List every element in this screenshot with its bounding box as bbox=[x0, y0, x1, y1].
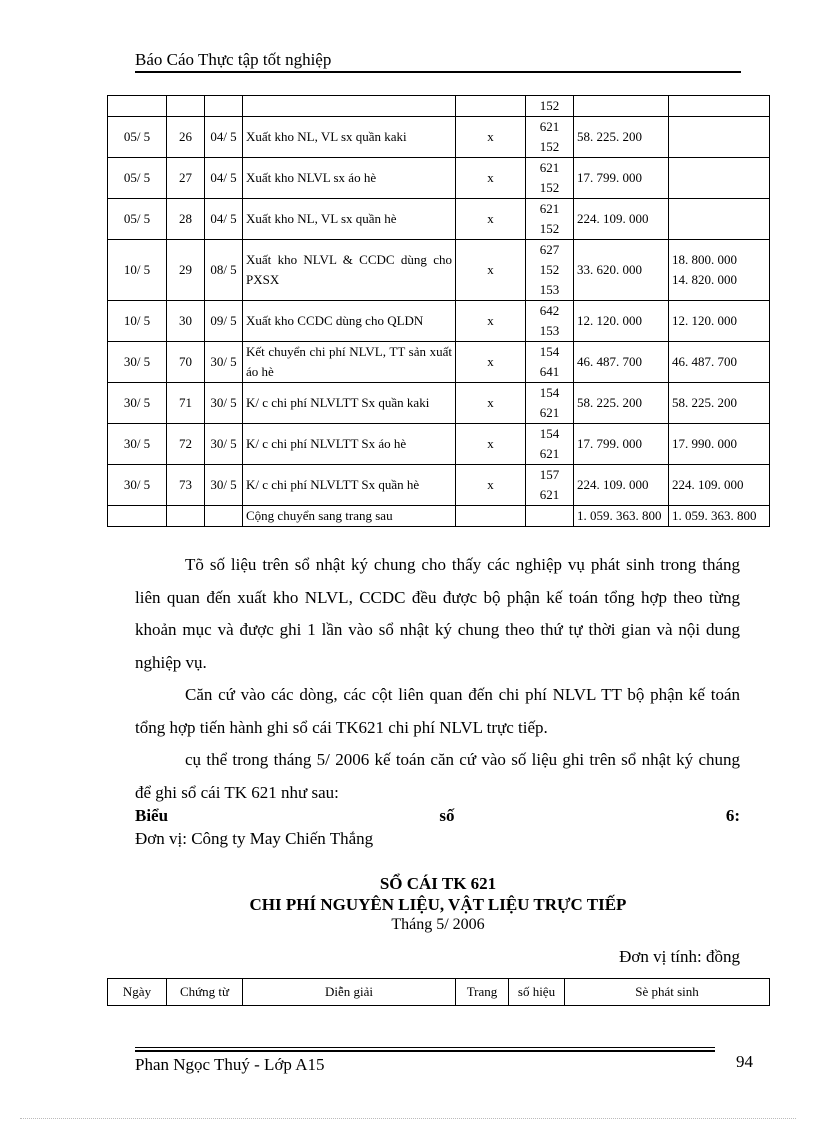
posted-mark bbox=[456, 506, 526, 527]
table-row bbox=[108, 506, 770, 527]
entry-date bbox=[108, 96, 167, 117]
organization-unit: Đơn vị: Công ty May Chiến Thắng bbox=[135, 829, 374, 848]
ledger-title bbox=[0, 873, 816, 915]
voucher-date: 30/ 5 bbox=[205, 424, 243, 465]
account-code bbox=[526, 158, 574, 199]
debit-amount: 58. 225. 200 bbox=[574, 383, 669, 424]
column-header: Trang bbox=[456, 979, 509, 1006]
entry-date: 30/ 5 bbox=[108, 342, 167, 383]
voucher-date: 30/ 5 bbox=[205, 383, 243, 424]
account-number: 154 bbox=[539, 426, 560, 441]
paragraph: cụ thể trong tháng 5/ 2006 kế toán căn cứ vào số liệu ghi trên sổ nhật ký chung để ghi sổ cái TK 621 như sau: bbox=[135, 750, 740, 802]
debit-amount: 1. 059. 363. 800 bbox=[574, 506, 669, 527]
account-code bbox=[526, 96, 574, 117]
voucher-number: 29 bbox=[167, 240, 205, 301]
credit-amount bbox=[669, 158, 770, 199]
account-code bbox=[526, 424, 574, 465]
footer-rule bbox=[135, 1050, 715, 1052]
credit-amount: 1. 059. 363. 800 bbox=[669, 506, 770, 527]
column-header: Sè phát sinh bbox=[565, 979, 770, 1006]
posted-mark: x bbox=[456, 424, 526, 465]
table-row bbox=[108, 301, 770, 342]
credit-amount: 18. 800. 000 14. 820. 000 bbox=[669, 240, 770, 301]
page-edge bbox=[20, 1118, 796, 1119]
voucher-date bbox=[205, 96, 243, 117]
paragraph: Căn cứ vào các dòng, các cột liên quan đến chi phí NLVL TT bộ phận kế toán tổng hợp tiến hành ghi sổ cái TK621 chi phí NLVL trực tiếp. bbox=[135, 685, 740, 737]
posted-mark: x bbox=[456, 240, 526, 301]
voucher-number: 28 bbox=[167, 199, 205, 240]
entry-date: 05/ 5 bbox=[108, 117, 167, 158]
column-header: số hiệu bbox=[509, 979, 565, 1006]
description: Cộng chuyển sang trang sau bbox=[243, 506, 456, 527]
ledger-header-row bbox=[108, 979, 770, 1006]
description: Xuất kho NLVL sx áo hè bbox=[243, 158, 456, 199]
debit-amount: 224. 109. 000 bbox=[574, 465, 669, 506]
page-header-title: Báo Cáo Thực tập tốt nghiệp bbox=[135, 50, 332, 69]
debit-amount: 12. 120. 000 bbox=[574, 301, 669, 342]
credit-amount: 46. 487. 700 bbox=[669, 342, 770, 383]
account-number: 153 bbox=[539, 323, 560, 338]
account-number: 152 bbox=[539, 98, 560, 113]
account-number: 152 bbox=[539, 180, 560, 195]
account-code bbox=[526, 117, 574, 158]
exhibit-label bbox=[135, 806, 740, 826]
debit-amount: 17. 799. 000 bbox=[574, 424, 669, 465]
description: Kết chuyển chi phí NLVL, TT sản xuất áo hè bbox=[243, 342, 456, 383]
table-row bbox=[108, 424, 770, 465]
debit-amount: 33. 620. 000 bbox=[574, 240, 669, 301]
voucher-date: 30/ 5 bbox=[205, 465, 243, 506]
account-code bbox=[526, 240, 574, 301]
posted-mark: x bbox=[456, 342, 526, 383]
credit-amount bbox=[669, 199, 770, 240]
column-header: Chứng từ bbox=[167, 979, 243, 1006]
description: K/ c chi phí NLVLTT Sx quần hè bbox=[243, 465, 456, 506]
voucher-date: 30/ 5 bbox=[205, 342, 243, 383]
debit-amount: 58. 225. 200 bbox=[574, 117, 669, 158]
account-number: 152 bbox=[539, 139, 560, 154]
credit-amount: 12. 120. 000 bbox=[669, 301, 770, 342]
voucher-date: 08/ 5 bbox=[205, 240, 243, 301]
paragraph: Tõ số liệu trên sổ nhật ký chung cho thấy các nghiệp vụ phát sinh trong tháng liên quan đến xuất kho NLVL, CCDC đều được bộ phận kế toán tổng hợp theo từng khoản mục và được ghi 1 lần vào sổ nhật ký chung theo thứ tự thời gian và nội dung nghiệp vụ. bbox=[135, 555, 740, 672]
description: Xuất kho NL, VL sx quần hè bbox=[243, 199, 456, 240]
header-rule bbox=[135, 71, 741, 73]
account-code bbox=[526, 301, 574, 342]
account-code bbox=[526, 383, 574, 424]
table-row bbox=[108, 199, 770, 240]
page-number: 94 bbox=[736, 1052, 753, 1071]
voucher-date: 04/ 5 bbox=[205, 117, 243, 158]
debit-amount: 46. 487. 700 bbox=[574, 342, 669, 383]
credit-amount: 224. 109. 000 bbox=[669, 465, 770, 506]
exhibit-word: Biểu bbox=[135, 806, 169, 825]
account-number: 621 bbox=[539, 119, 560, 134]
voucher-date: 09/ 5 bbox=[205, 301, 243, 342]
credit-amount bbox=[669, 96, 770, 117]
table-row bbox=[108, 117, 770, 158]
account-number: 157 bbox=[539, 467, 560, 482]
journal-table bbox=[107, 95, 770, 527]
entry-date: 30/ 5 bbox=[108, 383, 167, 424]
account-number: 621 bbox=[539, 201, 560, 216]
credit-amount: 17. 990. 000 bbox=[669, 424, 770, 465]
account-number: 153 bbox=[539, 282, 560, 297]
account-code bbox=[526, 465, 574, 506]
account-code bbox=[526, 199, 574, 240]
entry-date: 05/ 5 bbox=[108, 158, 167, 199]
credit-amount: 58. 225. 200 bbox=[669, 383, 770, 424]
currency-unit: Đơn vị tính: đồng bbox=[619, 947, 740, 966]
posted-mark: x bbox=[456, 383, 526, 424]
footer-rule bbox=[135, 1047, 715, 1048]
entry-date: 30/ 5 bbox=[108, 465, 167, 506]
voucher-number: 73 bbox=[167, 465, 205, 506]
ledger-header-table bbox=[107, 978, 770, 1006]
account-number: 627 bbox=[539, 242, 560, 257]
ledger-month: Tháng 5/ 2006 bbox=[391, 916, 485, 933]
account-number: 152 bbox=[539, 221, 560, 236]
account-number: 621 bbox=[539, 405, 560, 420]
posted-mark: x bbox=[456, 301, 526, 342]
voucher-number: 71 bbox=[167, 383, 205, 424]
posted-mark: x bbox=[456, 158, 526, 199]
account-number: 154 bbox=[539, 344, 560, 359]
account-number: 621 bbox=[539, 487, 560, 502]
account-number: 154 bbox=[539, 385, 560, 400]
debit-amount: 224. 109. 000 bbox=[574, 199, 669, 240]
voucher-date bbox=[205, 506, 243, 527]
voucher-number bbox=[167, 506, 205, 527]
account-number: 642 bbox=[539, 303, 560, 318]
account-number: 641 bbox=[539, 364, 560, 379]
debit-amount: 17. 799. 000 bbox=[574, 158, 669, 199]
table-row bbox=[108, 158, 770, 199]
account-number: 152 bbox=[539, 262, 560, 277]
posted-mark: x bbox=[456, 117, 526, 158]
column-header: Ngày bbox=[108, 979, 167, 1006]
body-text bbox=[135, 549, 740, 809]
ledger-title-line2: CHI PHÍ NGUYÊN LIỆU, VẬT LIỆU TRỰC TIẾP bbox=[249, 895, 627, 914]
account-number: 621 bbox=[539, 446, 560, 461]
description bbox=[243, 96, 456, 117]
table-row bbox=[108, 342, 770, 383]
exhibit-number-word: số bbox=[439, 806, 455, 825]
description: Xuất kho NL, VL sx quần kaki bbox=[243, 117, 456, 158]
description: Xuất kho CCDC dùng cho QLDN bbox=[243, 301, 456, 342]
account-code bbox=[526, 342, 574, 383]
account-number: 621 bbox=[539, 160, 560, 175]
account-code bbox=[526, 506, 574, 527]
exhibit-number: 6: bbox=[725, 806, 740, 825]
description: Xuất kho NLVL & CCDC dùng cho PXSX bbox=[243, 240, 456, 301]
voucher-number bbox=[167, 96, 205, 117]
entry-date: 10/ 5 bbox=[108, 301, 167, 342]
voucher-number: 27 bbox=[167, 158, 205, 199]
voucher-number: 26 bbox=[167, 117, 205, 158]
voucher-number: 70 bbox=[167, 342, 205, 383]
description: K/ c chi phí NLVLTT Sx áo hè bbox=[243, 424, 456, 465]
voucher-date: 04/ 5 bbox=[205, 158, 243, 199]
voucher-number: 30 bbox=[167, 301, 205, 342]
table-row bbox=[108, 383, 770, 424]
entry-date: 10/ 5 bbox=[108, 240, 167, 301]
table-row bbox=[108, 96, 770, 117]
posted-mark: x bbox=[456, 465, 526, 506]
debit-amount bbox=[574, 96, 669, 117]
voucher-number: 72 bbox=[167, 424, 205, 465]
author-footer: Phan Ngọc Thuý - Lớp A15 bbox=[135, 1055, 325, 1074]
description: K/ c chi phí NLVLTT Sx quần kaki bbox=[243, 383, 456, 424]
entry-date: 05/ 5 bbox=[108, 199, 167, 240]
posted-mark bbox=[456, 96, 526, 117]
entry-date: 30/ 5 bbox=[108, 424, 167, 465]
ledger-title-line1: SỔ CÁI TK 621 bbox=[379, 874, 497, 893]
voucher-date: 04/ 5 bbox=[205, 199, 243, 240]
column-header: Diễn giải bbox=[243, 979, 456, 1006]
posted-mark: x bbox=[456, 199, 526, 240]
table-row bbox=[108, 240, 770, 301]
entry-date bbox=[108, 506, 167, 527]
credit-amount bbox=[669, 117, 770, 158]
table-row bbox=[108, 465, 770, 506]
